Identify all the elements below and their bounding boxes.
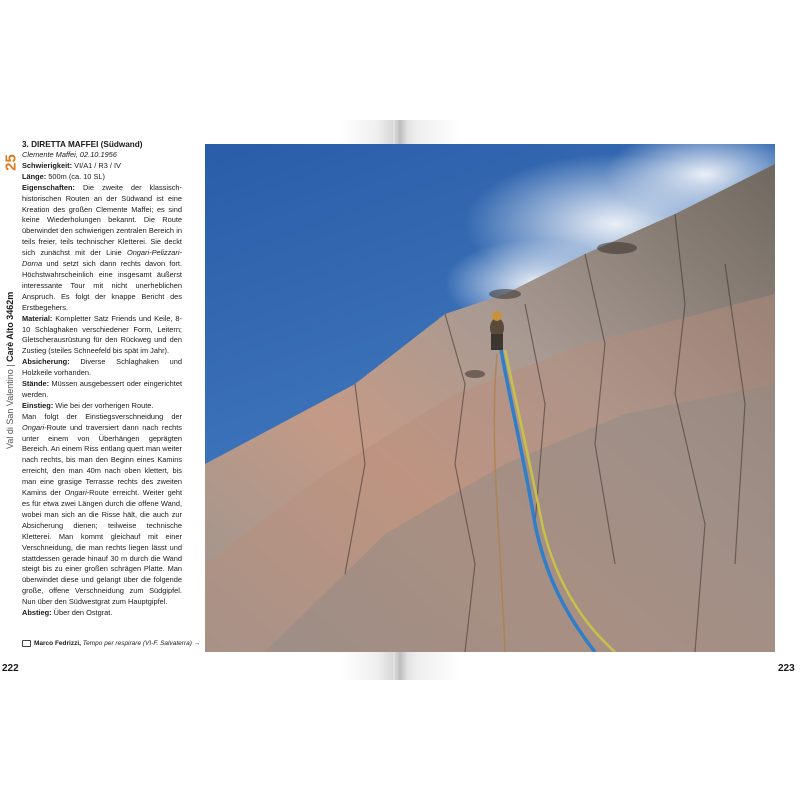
material-label: Material: [22, 313, 53, 323]
material-text: Kompletter Satz Friends und Keile, 8-10 Schlaghaken verschiedener Form, Leitern; Gletscherausrüstung für den Rückweg und den Zustieg (steiles Schneefeld bis spät im Jahr). [22, 313, 182, 356]
credit-name: Marco Fedrizzi, [34, 640, 81, 648]
belay-text: Müssen ausgebessert oder eingerichtet werden. [22, 379, 182, 399]
belay-label: Stände: [22, 379, 50, 389]
desc-1: Man folgt der Einstiegsverschneidung der [22, 411, 182, 421]
climbing-photo [205, 144, 775, 652]
approach-label: Einstieg: [22, 400, 54, 410]
descent-label: Abstieg: [22, 608, 52, 618]
desc-italic-2: Ongari [64, 488, 87, 498]
grade-line [22, 161, 182, 172]
route-author: Clemente Maffei, 02.10.1956 [22, 150, 117, 159]
page-number-right: 223 [778, 663, 795, 674]
approach-text: Wie bei der vorherigen Route. [53, 400, 154, 410]
material-paragraph [22, 314, 182, 358]
peak-name: Carè Alto 3462m [5, 291, 15, 362]
grade-value: VI/A1 / R3 / IV [72, 160, 121, 170]
route-text [22, 140, 182, 619]
approach-paragraph [22, 401, 182, 412]
length-label: Länge: [22, 171, 47, 181]
chapter-number: 25 [2, 154, 20, 171]
side-region-label: Val di San Valentino | Carè Alto 3462m [5, 291, 15, 449]
credit-title: Tempo per respirare (VI-F. Salvaterra) [80, 640, 192, 648]
props-paragraph [22, 183, 182, 314]
descent-paragraph [22, 608, 182, 619]
props-route-name: Ongari-Pelizzari-Dorna [22, 248, 182, 269]
protection-paragraph [22, 357, 182, 379]
desc-3: -Route erreicht. Weiter geht es für etwa zwei Längen durch die offene Wand, wobei man sich an die Risse hält, die auch zur Absicherung dienen; teilweise technische Kletterei. Man kommt gleichauf mit einer Verschneidung, die man rechts liegen lässt und stattdessen gerade hinauf 30 m durch die Wand steigt bis zu einer großen schrägen Platte. Man überwindet diese und gelangt über die folgende große, offene Verschneidung zum Südgipfel. Nun über den Südwestgrat zum Hauptgipfel. [22, 488, 182, 607]
route-title: 3. DIRETTA MAFFEI (Südwand) [22, 140, 143, 149]
climber [490, 311, 504, 350]
props-text-1: Die zweite der klassisch-historischen Routen an der Südwand ist eine Kreation des großen Clemente Maffei; es sind keine Wiederholungen bekannt. Die Route überwindet den schwierigen zentralen Bereich in teils freier, teils technischer Kletterei. Sie deckt sich zunächst mit der Linie [22, 182, 182, 258]
props-label: Eigenschaften: [22, 182, 75, 192]
descent-text: Über den Ostgrat. [51, 608, 113, 618]
protection-label: Absicherung: [22, 357, 70, 367]
length-line [22, 172, 182, 183]
photo-credit [22, 640, 222, 647]
desc-italic-1: Ongari [22, 422, 45, 432]
region-name: Val di San Valentino [5, 369, 15, 449]
grade-label: Schwierigkeit: [22, 160, 73, 170]
description-paragraph [22, 412, 182, 608]
belay-paragraph [22, 379, 182, 401]
props-text-2: und setzt sich dann rechts davon fort. Höchstwahrscheinlich eine insgesamt äußerst interessante Tour mit nicht unerheblichen Anspruch. Es folgt der knappe Bericht des Erstbegehers. [22, 259, 182, 312]
side-rail [0, 128, 22, 488]
page-number-left: 222 [2, 663, 19, 674]
length-value: 500m (ca. 10 SL) [46, 171, 105, 181]
camera-icon [22, 640, 31, 647]
protection-text: Diverse Schlaghaken und Holzkeile vorhanden. [22, 357, 182, 378]
desc-2: -Route und traversiert dann nach rechts unter einem von Überhängen geprägten Bereich. An einem Riss entlang quert man weiter nach rechts, bis man den Beginn eines Kamins erreicht, den man 40m nach oben klettert, bis man eine grasige Terrasse rechts des zweiten Kamins der [22, 422, 182, 498]
arrow-right-icon: → [191, 640, 201, 648]
